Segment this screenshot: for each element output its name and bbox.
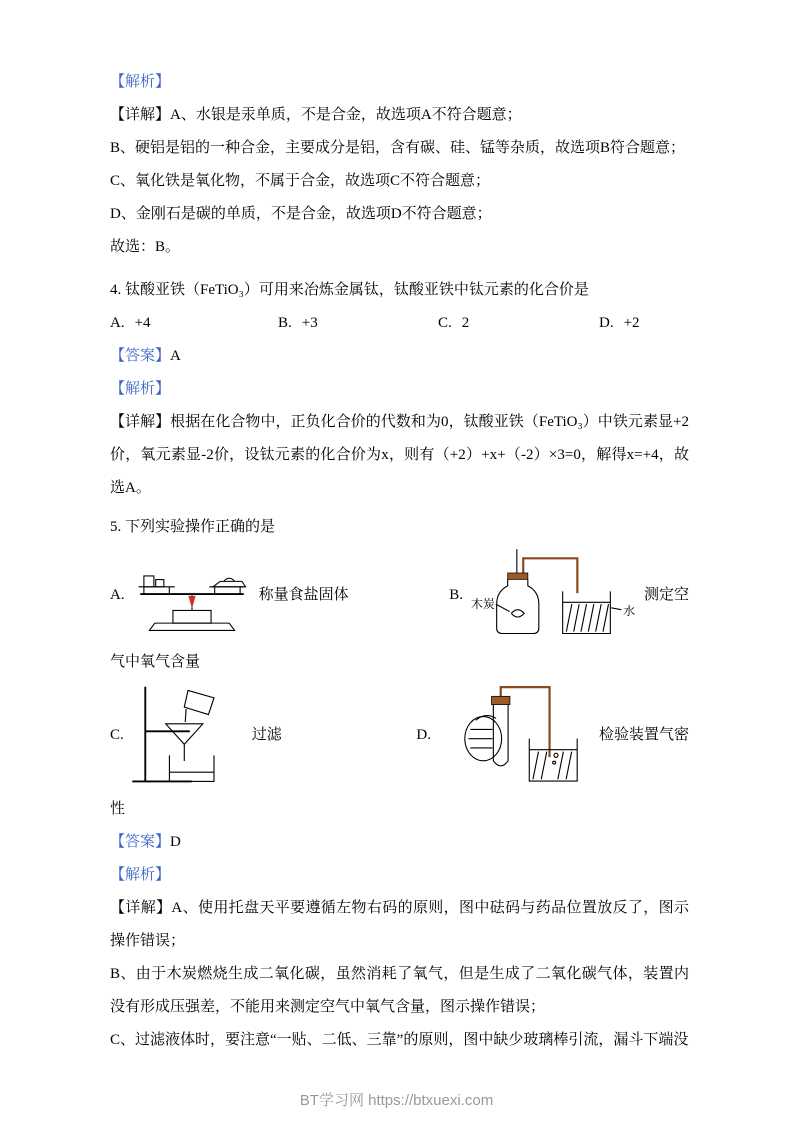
- q4-options-row: [110, 307, 689, 340]
- balance-scale-figure: [133, 555, 251, 635]
- q5-option-d-label: D.: [416, 726, 431, 743]
- q4-answer-label: 【答案】: [110, 348, 171, 364]
- q4-analysis-label: 【解析】: [110, 381, 171, 397]
- q4-answer-line: [110, 340, 689, 373]
- site-watermark: BT学习网 https://btxuexi.com: [299, 1092, 494, 1109]
- q4-option-d: D. +2: [599, 315, 640, 331]
- q5-option-row-cd: [110, 683, 689, 787]
- q4-option-b: B. +3: [278, 315, 318, 331]
- q3-detail-line: D、金刚石是碳的单质，不是合金，故选项D不符合题意；: [110, 206, 492, 222]
- q5-option-b-label: B.: [449, 586, 463, 603]
- q5-option-b-caption: 测定空: [643, 586, 689, 603]
- q3-detail-line: 故选：B。: [110, 239, 181, 255]
- charcoal-label: 木炭: [470, 596, 495, 611]
- q4-detail: 【详解】根据在化合物中，正负化合价的代数和为0，钛酸亚铁（FeTiO₃）中铁元素显+2价，氧元素显-2价，设钛元素的化合价为x，则有（+2）+x+（-2）×3=0，解得x=+4，故选A。: [110, 414, 689, 496]
- water-label: 水: [623, 604, 636, 619]
- q5-detail-line: C、过滤液体时，要注意“一贴、二低、三靠”的原则，图中缺少玻璃棒引流，漏斗下端没: [110, 1032, 689, 1048]
- q5-analysis-label: 【解析】: [110, 867, 171, 883]
- q5-answer-line: [110, 826, 689, 859]
- q5-detail-line: 【详解】A、使用托盘天平要遵循左物右码的原则，图中砝码与药品位置放反了，图示操作错误；: [110, 900, 689, 949]
- q5-option-c-caption: 过滤: [251, 726, 282, 743]
- q3-detail-line: C、氧化铁是氧化物，不属于合金，故选项C不符合题意；: [110, 173, 491, 189]
- q5-option-d-caption: 检验装置气密: [598, 726, 689, 743]
- q3-detail-line: B、硬铝是铝的一种合金，主要成分是铝，含有碳、硅、锰等杂质，故选项B符合题意；: [110, 140, 686, 156]
- q4-option-c: C. 2: [438, 315, 470, 331]
- q5-option-a-label: A.: [110, 586, 125, 603]
- q5-option-b-caption-wrap: 气中氧气含量: [110, 654, 201, 670]
- q5-option-row-ab: [110, 548, 689, 642]
- airtightness-check-figure: [439, 683, 591, 787]
- exam-content: [110, 66, 689, 1057]
- q5-option-c-label: C.: [110, 726, 124, 743]
- bottle-stopper: [508, 573, 528, 579]
- q4-answer-value: A: [170, 348, 181, 364]
- q5-stem: 5. 下列实验操作正确的是: [110, 519, 276, 535]
- q5-answer-value: D: [170, 834, 181, 850]
- q3-detail-line: 【详解】A、水银是汞单质，不是合金，故选项A不符合题意；: [110, 107, 522, 123]
- q5-option-a-caption: 称量食盐固体: [258, 586, 349, 603]
- q5-option-d-caption-wrap: 性: [110, 801, 126, 817]
- q3-analysis-label: 【解析】: [110, 74, 171, 90]
- balance-pointer: [188, 596, 195, 609]
- q4-option-a: A. +4: [110, 315, 151, 331]
- q4-stem: 4. 钛酸亚铁（FeTiO₃）可用来冶炼金属钛，钛酸亚铁中钛元素的化合价是: [110, 282, 589, 298]
- q5-detail-line: B、由于木炭燃烧生成二氧化碳，虽然消耗了氧气，但是生成了二氧化碳气体，装置内没有形成压强差，不能用来测定空气中氧气含量，图示操作错误；: [110, 966, 689, 1015]
- oxygen-measurement-figure: [471, 548, 636, 642]
- q5-answer-label: 【答案】: [110, 834, 171, 850]
- test-tube-stopper: [491, 696, 509, 704]
- filtration-figure: [132, 683, 244, 787]
